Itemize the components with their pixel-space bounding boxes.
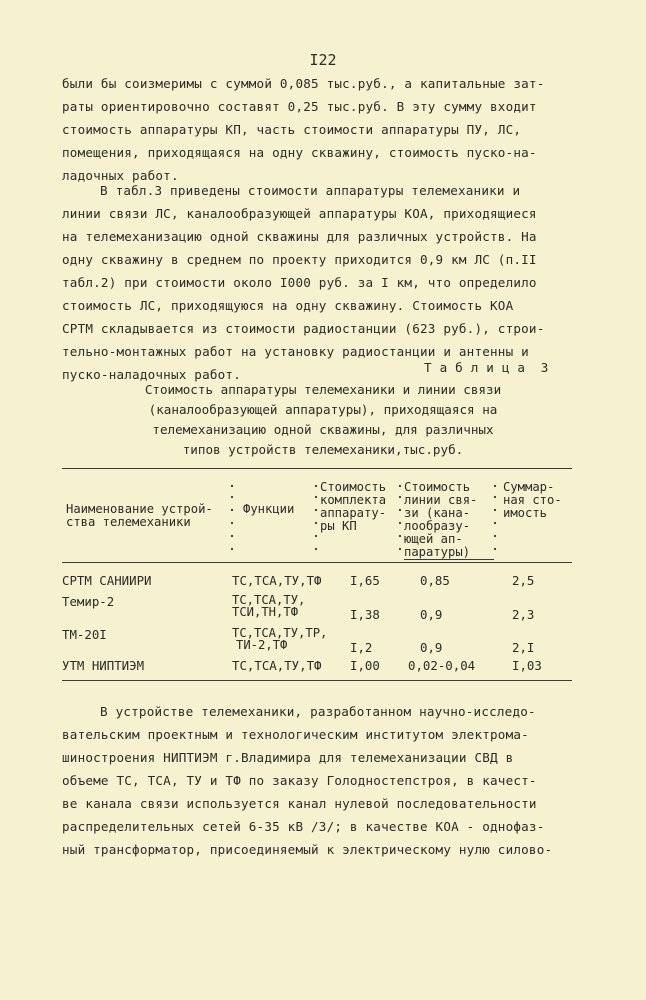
- text-line: одну скважину в среднем по проекту приходится 0,9 км ЛС (п.II: [62, 252, 537, 267]
- text-line: на телемеханизацию одной скважины для различных устройств. На: [62, 229, 537, 244]
- text-line: раты ориентировочно составят 0,25 тыс.руб. В эту сумму входит: [62, 99, 537, 114]
- table-title-line: типов устройств телемеханики,тыс.руб.: [182, 442, 464, 457]
- row-name: СРТМ САНИИРИ: [62, 573, 152, 588]
- table-bottom-rule: [62, 680, 572, 681]
- row-line-cost: 0,85: [420, 573, 450, 588]
- row-kp-cost: I,38: [350, 607, 380, 622]
- header-line-cost: линии свя-: [404, 493, 478, 507]
- header-kp-cost: Стоимость: [320, 480, 387, 494]
- header-line-cost: ющей ап-: [404, 532, 463, 546]
- header-line-cost: Стоимость: [404, 480, 471, 494]
- row-name: УТМ НИПТИЭМ: [62, 658, 145, 673]
- text-line: тельно-монтажных работ на установку радиостанции и антенны и: [62, 344, 529, 359]
- row-name: Темир-2: [62, 594, 115, 609]
- text-line: помещения, приходящаяся на одну скважину, стоимость пуско-на-: [62, 145, 537, 160]
- header-kp-cost: аппарату-: [320, 506, 387, 520]
- text-line: пуско-наладочных работ.: [62, 367, 241, 382]
- header-total: Суммар-: [503, 480, 555, 494]
- text-line: стоимость аппаратуры КП, часть стоимости аппаратуры ПУ, ЛС,: [62, 122, 522, 137]
- row-total: I,03: [512, 658, 542, 673]
- row-functions: ТС,ТСА,ТУ,ТФ: [232, 658, 322, 673]
- header-kp-cost: комплекта: [320, 493, 387, 507]
- row-kp-cost: I,00: [350, 658, 380, 673]
- table-label: Т а б л и ц а 3: [424, 360, 549, 375]
- text-line: объеме ТС, ТСА, ТУ и ТФ по заказу Голодностепстроя, в качест-: [62, 773, 537, 788]
- text-line: стоимость ЛС, приходящуюся на одну скважину. Стоимость КОА: [62, 298, 514, 313]
- table-title-line: телемеханизацию одной скважины, для различных: [152, 422, 494, 437]
- text-line: табл.2) при стоимости около I000 руб. за I км, что определило: [62, 275, 537, 290]
- text-line: СРТМ складывается из стоимости радиостанции (623 руб.), строи-: [62, 321, 545, 336]
- row-functions: ТС,ТСА,ТУ,ТФ: [232, 573, 322, 588]
- text-line: шиностроения НИПТИЭМ г.Владимира для телемеханизации СВД в: [62, 750, 514, 765]
- table-title-line: Стоимость аппаратуры телемеханики и линии связи: [144, 382, 502, 397]
- header-underline: [404, 559, 494, 560]
- header-text: Функции: [243, 502, 295, 516]
- header-line-cost: лообразу-: [404, 519, 471, 533]
- row-total: 2,5: [512, 573, 535, 588]
- row-functions: ТС,ТСА,ТУ,ТР,: [232, 626, 328, 640]
- header-line-cost: зи (кана-: [404, 506, 471, 520]
- text-line: ный трансформатор, присоединяемый к электрическому нулю силово-: [62, 842, 553, 857]
- text-line: В табл.3 приведены стоимости аппаратуры телемеханики и: [100, 183, 521, 198]
- row-line-cost: 0,02-0,04: [408, 658, 476, 673]
- row-line-cost: 0,9: [420, 607, 443, 622]
- row-total: 2,3: [512, 607, 535, 622]
- row-functions: ТСИ,ТН,ТФ: [232, 605, 299, 619]
- row-functions: ТС,ТСА,ТУ,: [232, 593, 306, 607]
- header-total: ная сто-: [503, 493, 562, 507]
- header-total: имость: [503, 506, 548, 520]
- text-line: распределительных сетей 6-35 кВ /3/; в качестве КОА - однофаз-: [62, 819, 545, 834]
- text-line: линии связи ЛС, каналообразующей аппаратуры КОА, приходящиеся: [62, 206, 537, 221]
- row-line-cost: 0,9: [420, 640, 443, 655]
- text-line: вательским проектным и технологическим институтом электрома-: [62, 727, 529, 742]
- header-text: Наименование устрой-: [66, 502, 213, 516]
- row-kp-cost: I,2: [350, 640, 373, 655]
- row-name: ТМ-20I: [62, 627, 107, 642]
- table-title-line: (каналообразующей аппаратуры), приходящаяся на: [148, 402, 498, 417]
- header-bottom-rule: [62, 562, 572, 563]
- header-text: ства телемеханики: [66, 515, 191, 529]
- page-number: I22: [309, 51, 337, 69]
- text-line: ладочных работ.: [62, 168, 179, 183]
- row-functions: ТИ-2,ТФ: [236, 638, 288, 652]
- header-kp-cost: ры КП: [320, 519, 357, 533]
- header-line-cost: паратуры): [404, 545, 471, 559]
- row-total: 2,I: [512, 640, 535, 655]
- row-kp-cost: I,65: [350, 573, 380, 588]
- text-line: были бы соизмеримы с суммой 0,085 тыс.руб., а капитальные зат-: [62, 76, 545, 91]
- text-line: ве канала связи используется канал нулевой последовательности: [62, 796, 537, 811]
- text-line: В устройстве телемеханики, разработанном научно-исследо-: [100, 704, 536, 719]
